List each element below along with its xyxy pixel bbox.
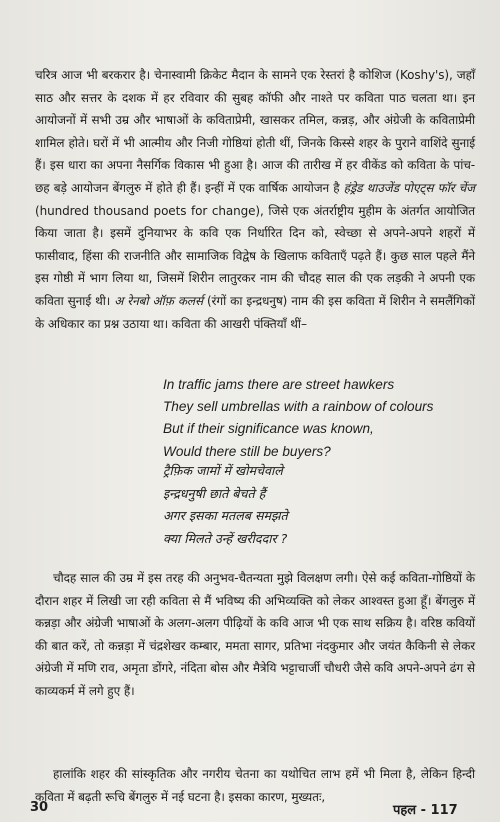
paragraph-poets: चौदह साल की उम्र में इस तरह की अनुभव-चैतन्यता मुझे विलक्षण लगी। ऐसे कई कविता-गोष्ठियों के दौरान शहर में लिखी जा रही कविता से मैं भविष्य की अभिव्यक्ति को लेकर आश्वस्त हुआ हूँ। बेंगलुरु में कन्नड़ा और अंग्रेजी भाषाओं के अलग-अलग पीढ़ियों के कवि आज भी एक साथ सक्रिय है। वरिष्ठ कवियों की बात करें, तो कन्नड़ा में चंद्रशेखर कम्बार, ममता सागर, प्रतिभा नंदकुमार और जयंत कैकिनी से लेकर अंग्रेजी में मणि राव, अमृता डोंगरे, नंदिता बोस और मैत्रेयि भट्टाचार्जी चौधरी जैसे कवि अपने-अपने ढंग से काव्यकर्म में लगे हुए हैं। <box>35 571 475 698</box>
text-run: (रंगों का इन्द्रधनुष) नाम की इस कविता में शिरीन ने समलैंगिकों के अधिकार का प्रश्न उठाया था। कविता की आखरी पंक्तियाँ थीं– <box>35 293 475 331</box>
poem-line: In traffic jams there are street hawkers <box>163 377 395 392</box>
poem-line: ट्रैफ़िक जामों में खोमचेवाले <box>163 463 283 478</box>
poem-title: अ रेनबो ऑफ़ कलर्स <box>114 293 203 308</box>
text-run: (hundred thousand poets for change), जिसे एक अंतर्राष्ट्रीय मुहीम के अंतर्गत आयोजित किया जाता है। इसमें दुनियाभर के कवि एक निर्धारित दिन को, स्वेच्छा से अपने-अपने शहरों में फासीवाद, हिंसा की राजनीति और सामाजिक विद्वेष के खिलाफ कविताएँ पढ़ते हैं। कुछ साल पहले मैंने इस गोष्ठी में भाग लिया था, जिसमें शिरीन लातुरकर नाम की चौदह साल की एक लड़की ने अपनी एक कविता सुनाई थी। <box>35 203 475 308</box>
poem-line: क्या मिलते उन्हें खरीददार ? <box>163 530 288 546</box>
poem-line: अगर इसका मतलब समझते <box>163 508 288 523</box>
poem-line: Would there still be buyers? <box>163 443 331 459</box>
poem-hindi <box>163 460 288 550</box>
event-name: हंड्रेड थाउजेंड पोएट्स फॉर चेंज <box>343 180 475 195</box>
poem-line: They sell umbrellas with a rainbow of colours <box>163 399 434 415</box>
page-number: 30 <box>30 800 49 815</box>
poem-english <box>163 374 433 463</box>
poem-line: इन्द्रधनुषी छाते बेचते हैं <box>163 485 266 501</box>
paragraph-hindi-interest: हालांकि शहर की सांस्कृतिक और नगरीय चेतना का यथोचित लाभ हमें भी मिला है, लेकिन हिन्दी कविता में बढ़ती रूचि बेंगलुरु में नई घटना है। इसका कारण, मुख्यतः, <box>35 767 475 804</box>
journal-folio: पहल - 117 <box>393 803 458 818</box>
text-run: चरित्र आज भी बरकरार है। चेनास्वामी क्रिकेट मैदान के सामने एक रेस्तरां है कोशिज (Koshy's), जहाँ साठ और सत्तर के दशक में हर रविवार की सुबह कॉफी और नाश्ते पर कविता पाठ चलता था। इन आयोजनों में सभी उम्र और भाषाओं के कविताप्रेमी, खासकर तमिल, कन्नड़, और अंग्रेजी के कविताप्रेमी शामिल होते। घरों में भी आत्मीय और निजी गोष्ठियां होती थीं, जिनके किस्से शहर के पुराने वाशिंदे सुनाई हैं। इस धारा का अपना नैसर्गिक विकास भी हुआ है। आज की तारीख में हर वीकेंड को कविता के पांच-छह बड़े आयोजन बेंगलुरु में होते ही हैं। इन्हीं में एक वार्षिक आयोजन है <box>35 68 475 195</box>
poem-line: But if their significance was known, <box>163 421 374 437</box>
paragraph-intro <box>35 64 475 335</box>
